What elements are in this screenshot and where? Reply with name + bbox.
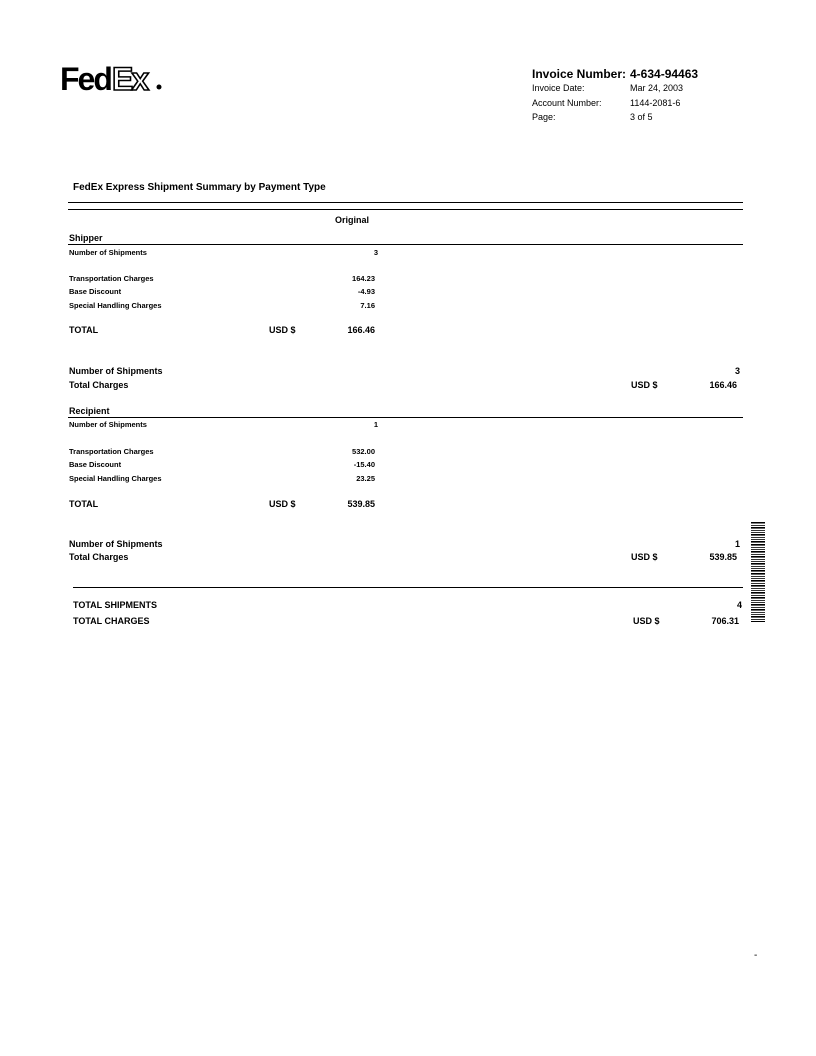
shipper-currency: USD $ <box>269 325 296 335</box>
recipient-currency: USD $ <box>269 499 296 509</box>
page-number: 3 of 5 <box>630 112 653 122</box>
recipient-discount: -15.40 <box>353 460 375 469</box>
recipient-total-label: TOTAL <box>69 499 99 509</box>
shipper-total: 166.46 <box>347 325 375 335</box>
recipient-summary-shipments: 1 <box>734 539 740 549</box>
shipper-special-label: Special Handling Charges <box>69 301 162 310</box>
recipient-label: Recipient <box>69 406 110 416</box>
fedex-logo <box>60 60 164 96</box>
shipper-num-shipments: 3 <box>373 248 378 257</box>
total-shipments: 4 <box>736 600 742 610</box>
invoice-date-label: Invoice Date: <box>532 83 585 93</box>
svg-text:Ex: Ex <box>112 61 148 96</box>
invoice-number-label: Invoice Number: <box>532 67 627 81</box>
recipient-num-shipments-label: Number of Shipments <box>69 420 147 429</box>
invoice-number: 4-634-94463 <box>630 67 699 81</box>
recipient-transport: 532.00 <box>352 447 375 456</box>
recipient-summary-currency: USD $ <box>631 552 658 562</box>
shipper-discount: -4.93 <box>357 287 375 296</box>
report-title: FedEx Express Shipment Summary by Payment Type <box>73 182 326 193</box>
shipper-total-label: TOTAL <box>69 325 99 335</box>
shipper-discount-label: Base Discount <box>69 287 122 296</box>
shipper-transport-label: Transportation Charges <box>69 274 154 283</box>
shipper-num-shipments-label: Number of Shipments <box>69 248 147 257</box>
total-charges-label: TOTAL CHARGES <box>73 616 150 626</box>
recipient-num-shipments: 1 <box>373 420 378 429</box>
recipient-transport-label: Transportation Charges <box>69 447 154 456</box>
total-charges-currency: USD $ <box>633 616 660 626</box>
recipient-special: 23.25 <box>356 474 375 483</box>
recipient-summary-charges: 539.85 <box>709 552 737 562</box>
divider <box>68 417 743 418</box>
shipper-summary-charges-label: Total Charges <box>69 380 129 390</box>
column-header-original: Original <box>335 215 370 225</box>
shipper-transport: 164.23 <box>352 274 375 283</box>
divider <box>73 587 743 588</box>
page-label: Page: <box>532 112 556 122</box>
divider <box>68 209 743 210</box>
account-number: 1144-2081-6 <box>630 98 681 108</box>
recipient-summary-charges-label: Total Charges <box>69 552 129 562</box>
barcode <box>751 522 765 622</box>
divider <box>68 244 743 245</box>
shipper-summary-shipments-label: Number of Shipments <box>69 366 163 376</box>
shipper-summary-charges: 166.46 <box>709 380 737 390</box>
total-shipments-label: TOTAL SHIPMENTS <box>73 600 158 610</box>
divider <box>68 202 743 203</box>
footer-mark: - <box>754 950 758 961</box>
recipient-total: 539.85 <box>347 499 375 509</box>
account-number-label: Account Number: <box>532 98 602 108</box>
shipper-label: Shipper <box>69 233 103 243</box>
invoice-date: Mar 24, 2003 <box>630 83 684 93</box>
recipient-discount-label: Base Discount <box>69 460 122 469</box>
recipient-summary-shipments-label: Number of Shipments <box>69 539 163 549</box>
svg-text:Fed: Fed <box>60 61 111 96</box>
shipper-summary-shipments: 3 <box>734 366 740 376</box>
shipper-special: 7.16 <box>360 301 375 310</box>
shipper-summary-currency: USD $ <box>631 380 658 390</box>
recipient-special-label: Special Handling Charges <box>69 474 162 483</box>
total-charges: 706.31 <box>711 616 739 626</box>
